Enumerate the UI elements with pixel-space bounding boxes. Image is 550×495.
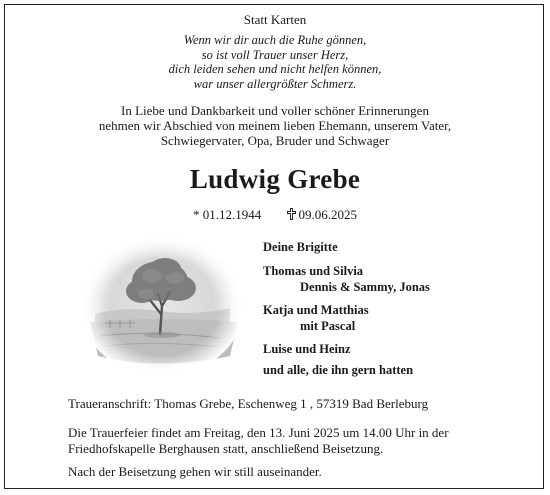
mourner-line: Deine Brigitte [263, 240, 338, 254]
intro-text [0, 103, 550, 148]
service-line: Friedhofskapelle Berghausen statt, anschließend Beisetzung. [68, 441, 384, 456]
intro-line: Schwiegervater, Opa, Bruder und Schwager [160, 133, 390, 148]
mourner-line: Luise und Heinz [263, 342, 351, 356]
service-line: Die Trauerfeier findet am Freitag, den 13. Juni 2025 um 14.00 Uhr in der [68, 425, 449, 440]
tree-landscape-image [80, 236, 245, 376]
poem-line: dich leiden sehen und nicht helfen können, [168, 62, 382, 76]
poem-line: so ist voll Trauer unser Herz, [201, 47, 349, 62]
cross-icon [287, 208, 296, 220]
poem-line: Wenn wir dir auch die Ruhe gönnen, [183, 33, 367, 47]
header-title: Statt Karten [243, 12, 307, 27]
mourner-line: Katja und Matthias [263, 303, 369, 317]
mourner-line: Dennis & Sammy, Jonas [300, 280, 430, 294]
intro-line: In Liebe und Dankbarkeit und voller schöner Erinnerungen [121, 103, 429, 118]
closing-note: Nach der Beisetzung gehen wir still auseinander. [68, 464, 322, 479]
death-date-group [287, 207, 358, 223]
funeral-address: Traueranschrift: Thomas Grebe, Eschenweg 1 , 57319 Bad Berleburg [68, 396, 429, 411]
birth-date: * 01.12.1944 [193, 207, 262, 222]
poem-line: war unser allergrößter Schmerz. [193, 76, 357, 91]
mourner-line: mit Pascal [300, 319, 356, 333]
life-dates [0, 207, 550, 223]
deceased-name: Ludwig Grebe [189, 164, 361, 194]
death-date: 09.06.2025 [298, 207, 357, 222]
poem [0, 33, 550, 91]
intro-line: nehmen wir Abschied von meinem lieben Ehemann, unserem Vater, [98, 118, 452, 133]
mourner-line: Thomas und Silvia [263, 264, 364, 278]
mourner-line: und alle, die ihn gern hatten [263, 363, 414, 377]
